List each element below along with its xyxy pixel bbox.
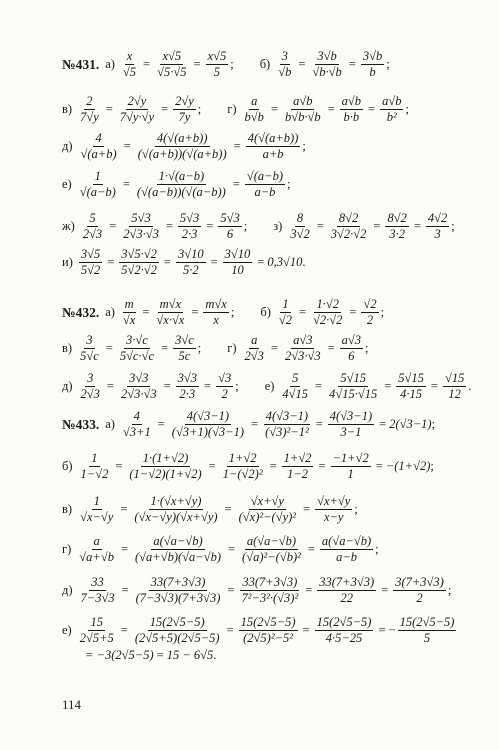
expression: $\frac{1}{1-√2}$ = $\frac{1\cdot(1+√2)}{(1-√2)(1+√2)}$ = $\frac{1+√2}{\text{1−(√2)²}}$ = $\frac{1+√2}{1-2}$ = $\frac{-1+√2}{1}$ = −(1+√2) ; [80,451,434,481]
fraction: $\frac{4√2}{3}$ [427,211,448,241]
solution-line [62,372,471,401]
equals-sign: = [105,341,113,355]
fraction: $\frac{a(√a-√b)}{(√a+√b)(√a-√b)}$ [135,534,221,564]
subproblem-label: и) [62,255,73,269]
fraction: $\frac{m√x}{x}$ [205,297,227,327]
fraction: $\frac{1}{√(a-b)}$ [79,169,116,199]
fraction: $\frac{33(7+3√3)}{\text{7²−3²·(√3)²}}$ [241,575,299,605]
expression: б) $\frac{3}{√b}$ = $\frac{3√b}{√b\cdot√b}$ = $\frac{3√b}{b}$ ; [259,49,390,79]
fraction: $\frac{3√3}{2\cdot 3}$ [177,371,198,401]
term: 2(√3−1) [389,417,432,431]
fraction: $\frac{33(7+3√3)}{22}$ [319,575,375,605]
equals-sign: = [327,102,335,116]
solution-line [62,248,305,277]
fraction: $\frac{3}{5√c}$ [80,333,99,363]
fraction: $\frac{a√b}{b√b\cdot√b}$ [284,94,321,124]
subproblem-label: а) [105,305,115,319]
fraction: $\frac{4}{√3+1}$ [122,409,151,439]
subproblem-label: г) [227,102,237,116]
fraction: $\frac{1\cdot(√x+√y)}{(√x-√y)(√x+√y)}$ [134,494,218,524]
expression: $\frac{4}{√3+1}$ = $\frac{4(√3-1)}{(√3+1)(√3-1)}$ = $\frac{4(√3-1)}{\text{(√3)²−1²}}$ = $\frac{4(√3-1)}{3-1}$ = 2(√3−1) ; [122,409,436,439]
equals-sign: = [375,459,383,473]
fraction: $\frac{5}{2√3}$ [82,211,103,241]
equals-sign: = [161,341,169,355]
equals-sign: = [349,305,357,319]
equals-sign: = [318,459,326,473]
expression: з) $\frac{8}{3√2}$ = $\frac{8√2}{3√2\cdot√2}$ = $\frac{8√2}{3\cdot 2}$ = $\frac{4√2}{3}$ ; [273,211,455,241]
term: 15 − 6√5 [166,648,214,662]
fraction: $\frac{15(2√5-5)}{(2√5+5)(2√5-5)}$ [134,615,220,645]
fraction: $\frac{m}{√x}$ [122,297,136,327]
equals-sign: = [204,379,212,393]
equals-sign: = [193,57,201,71]
expression: $\frac{x}{√5}$ = $\frac{x√5}{√5\cdot√5}$ = $\frac{x√5}{5}$ ; [122,49,234,79]
equals-sign: = [305,583,313,597]
equals-sign: = [123,139,131,153]
expression: $\frac{15}{2√5+5}$ = $\frac{15(2√5-5)}{(2√5+5)(2√5-5)}$ = $\frac{15(2√5-5)}{\text{(2√5)²−5²}}$ = $\frac{15(2√5-5)}{4\cdot 5-25}$ = − $\frac{15(2√5-5)}{5}$ [79,615,455,645]
equals-sign: = [315,417,323,431]
equals-sign: = [384,379,392,393]
equals-sign: = [122,177,130,191]
fraction: $\frac{5√3}{2√3\cdot√3}$ [123,211,159,241]
term: = −3(2√5−5) [85,648,154,662]
fraction: $\frac{5√3}{2\cdot 3}$ [179,211,200,241]
fraction: $\frac{8√2}{3\cdot 2}$ [387,211,407,241]
fraction: $\frac{√2}{2}$ [363,297,377,327]
equals-sign: = [163,255,171,269]
fraction: $\frac{-1+√2}{1}$ [332,451,369,481]
solution-line [62,95,409,124]
subproblem-label: е) [62,623,72,637]
problem-number: №433. [62,416,100,432]
fraction: $\frac{x}{√5}$ [122,49,137,79]
fraction: $\frac{15(2√5-5)}{4\cdot 5-25}$ [316,615,372,645]
equals-sign: = [208,459,216,473]
equals-sign: = [105,102,113,116]
equals-sign: = [381,583,389,597]
solution-line [62,170,290,199]
solution-line [62,334,369,363]
fraction: $\frac{3√c}{5c}$ [175,333,194,363]
expression: $\frac{3}{5√c}$ = $\frac{3\cdot√c}{5√c\cdot√c}$ = $\frac{3√c}{5c}$ ; [80,333,202,363]
solution-line [62,132,306,161]
subproblem-label: в) [62,102,73,116]
solution-line [62,495,358,524]
fraction: $\frac{3}{2√3}$ [80,371,100,401]
equals-sign: = [232,177,240,191]
fraction: $\frac{5√3}{6}$ [220,211,240,241]
fraction: $\frac{3}{√b}$ [278,49,292,79]
equals-sign: = [120,502,128,516]
equals-sign: = [257,255,265,269]
fraction: $\frac{a√b}{\text{b²}}$ [382,94,402,124]
fraction: $\frac{33}{7-3√3}$ [80,575,115,605]
fraction: $\frac{4(√3-1)}{\text{(√3)²−1²}}$ [265,409,309,439]
equals-sign: = [109,219,117,233]
expression: = −3(2√5−5) = 15 − 6√5 . [85,648,217,662]
subproblem-label: в) [62,341,73,355]
fraction: $\frac{3\cdot√c}{5√c\cdot√c}$ [119,333,155,363]
subproblem-label: б) [259,57,271,71]
equals-sign: = [430,379,438,393]
subproblem-label: г) [62,542,72,556]
subproblem-label: д) [62,379,73,393]
equals-sign: = [348,57,356,71]
fraction: $\frac{4(√(a+b))}{(√(a+b))(√(a+b))}$ [137,131,227,161]
fraction: $\frac{a(√a-√b)}{\text{(√a)²−(√b)²}}$ [242,534,301,564]
fraction: $\frac{3√5}{5√2}$ [80,247,101,277]
equals-sign: = [327,341,335,355]
fraction: $\frac{m√x}{√x\cdot√x}$ [156,297,185,327]
fraction: $\frac{3√5\cdot√2}{5√2\cdot√2}$ [121,247,157,277]
equals-sign: = [368,102,376,116]
subproblem-label: а) [105,417,115,431]
solution-line [62,616,458,645]
fraction: $\frac{33(7+3√3)}{(7-3√3)(7+3√3)}$ [135,575,221,605]
equals-sign: = [142,305,150,319]
equals-sign: = [269,459,277,473]
fraction: $\frac{a}{√a+√b}$ [79,534,114,564]
subproblem-label: в) [62,502,73,516]
fraction: $\frac{3(7+3√3)}{2}$ [395,575,444,605]
expression: $\frac{1}{√x-√y}$ = $\frac{1\cdot(√x+√y)}{(√x-√y)(√x+√y)}$ = $\frac{√x+√y}{\text{(√x)²−(√y)²}}$ = $\frac{√x+√y}{x-y}$ ; [80,494,358,524]
equals-sign: = [303,502,311,516]
equals-sign: = [270,102,278,116]
fraction: $\frac{1+√2}{\text{1−(√2)²}}$ [222,451,263,481]
fraction: $\frac{1\cdot√2}{√2\cdot√2}$ [313,297,343,327]
subproblem-label: е) [62,177,72,191]
fraction: $\frac{4(√(a+b))}{a+b}$ [247,131,299,161]
solution-line [62,535,379,564]
fraction: $\frac{√15}{12}$ [444,371,465,401]
equals-sign: = [270,341,278,355]
fraction: $\frac{1+√2}{1-2}$ [283,451,312,481]
equals-sign: = [299,305,307,319]
problem-number: №431. [62,56,100,72]
equals-sign: = [307,542,315,556]
fraction: $\frac{√x+√y}{\text{(√x)²−(√y)²}}$ [238,494,297,524]
term: −(1+√2) [385,459,431,473]
page-number: 114 [62,697,82,712]
equals-sign: = [251,417,259,431]
subproblem-label: б) [260,305,271,319]
equals-sign: = [233,139,241,153]
equals-sign: = [106,379,114,393]
problem-number: №432. [62,304,100,320]
expression: $\frac{2}{7√y}$ = $\frac{2√y}{7√y\cdot√y}$ = $\frac{2√y}{7y}$ ; [80,94,202,124]
equals-sign: = [143,57,151,71]
fraction: $\frac{3√b}{√b\cdot√b}$ [312,49,342,79]
subproblem-label: ж) [62,219,75,233]
fraction: $\frac{5√15}{4√15\cdot√15}$ [329,371,378,401]
equals-sign: = [121,583,129,597]
fraction: $\frac{8}{3√2}$ [290,211,310,241]
equals-sign: = [120,623,128,637]
subproblem-label: а) [105,57,115,71]
equals-sign: = [206,219,214,233]
expression: $\frac{3√5}{5√2}$ = $\frac{3√5\cdot√2}{5√2\cdot√2}$ = $\frac{3√10}{5\cdot 2}$ = $\frac{3√10}{10}$ = 0,3√10 . [80,247,306,277]
equals-sign: = [298,57,306,71]
equals-sign: = [165,219,173,233]
subproblem-label: б) [62,459,73,473]
fraction: $\frac{4}{√(a+b)}$ [80,131,117,161]
subproblem-label: д) [62,139,73,153]
solution-line [62,298,384,327]
term: 0,3√10 [267,255,303,269]
expression: $\frac{33}{7-3√3}$ = $\frac{33(7+3√3)}{(7-3√3)(7+3√3)}$ = $\frac{33(7+3√3)}{\text{7²−3²·(√3)²}}$ = $\frac{33(7+3√3)}{22}$ = $\frac{3(7+3√3)}{2}$ ; [80,575,452,605]
fraction: $\frac{1\cdot√(a-b)}{(√(a-b))(√(a-b))}$ [136,169,226,199]
expression: $\frac{3}{2√3}$ = $\frac{3√3}{2√3\cdot√3}$ = $\frac{3√3}{2\cdot 3}$ = $\frac{√3}{2}$ ; [80,371,239,401]
fraction: $\frac{√x+√y}{x-y}$ [317,494,351,524]
subproblem-label: з) [273,219,283,233]
fraction: $\frac{1\cdot(1+√2)}{(1-√2)(1+√2)}$ [129,451,202,481]
equals-sign: = [210,255,218,269]
expression: $\frac{1}{√(a-b)}$ = $\frac{1\cdot√(a-b)}{(√(a-b))(√(a-b))}$ = $\frac{√(a-b)}{a-b}$ ; [79,169,291,199]
equals-sign: = [302,623,310,637]
fraction: $\frac{a√3}{6}$ [341,333,362,363]
fraction: $\frac{3√3}{2√3\cdot√3}$ [120,371,157,401]
equals-sign: = [115,459,123,473]
equals-sign: = [316,219,324,233]
equals-sign: = [315,379,323,393]
fraction: $\frac{8√2}{3√2\cdot√2}$ [330,211,367,241]
fraction: $\frac{15(2√5-5)}{5}$ [399,615,455,645]
expression: $\frac{5}{2√3}$ = $\frac{5√3}{2√3\cdot√3}$ = $\frac{5√3}{2\cdot 3}$ = $\frac{5√3}{6}$ ; [82,211,248,241]
fraction: $\frac{x√5}{5}$ [207,49,227,79]
equals-sign: = [373,219,381,233]
subproblem-label: е) [264,379,275,393]
fraction: $\frac{3√b}{b}$ [362,49,383,79]
fraction: $\frac{2√y}{7√y\cdot√y}$ [119,94,155,124]
expression: $\frac{m}{√x}$ = $\frac{m√x}{√x\cdot√x}$ = $\frac{m√x}{x}$ ; [122,297,235,327]
fraction: $\frac{4(√3-1)}{(√3+1)(√3-1)}$ [171,409,245,439]
fraction: $\frac{2}{7√y}$ [80,94,99,124]
solution-line [62,50,390,79]
subproblem-label: д) [62,583,73,597]
equals-sign: = [107,255,115,269]
solution-line [85,648,216,663]
equals-sign: = [156,648,164,662]
equals-sign: = [379,417,387,431]
expression: $\frac{a}{√a+√b}$ = $\frac{a(√a-√b)}{(√a+√b)(√a-√b)}$ = $\frac{a(√a-√b)}{\text{(√a)²−(√b)²}}$ = $\frac{a(√a-√b)}{a-b}$ ; [79,534,379,564]
equals-sign: = [226,623,234,637]
equals-sign: = [413,219,421,233]
expression: е) $\frac{5}{4√15}$ = $\frac{5√15}{4√15\cdot√15}$ = $\frac{5√15}{4\cdot 15}$ = $\frac{√15}{12}$ . [264,371,472,401]
fraction: $\frac{√3}{2}$ [218,371,232,401]
fraction: $\frac{a(√a-√b)}{a-b}$ [321,534,372,564]
fraction: $\frac{3√10}{5\cdot 2}$ [177,247,204,277]
equals-sign: = [227,542,236,556]
fraction: $\frac{a}{2√3}$ [244,333,264,363]
fraction: $\frac{15}{2√5+5}$ [79,615,114,645]
equals-sign: = [161,102,169,116]
equals-sign: = [120,542,129,556]
fraction: $\frac{5}{4√15}$ [282,371,309,401]
fraction: $\frac{4(√3-1)}{3-1}$ [329,409,373,439]
solution-line [62,212,455,241]
fraction: $\frac{a√3}{2√3\cdot√3}$ [284,333,321,363]
equals-sign: = [157,417,165,431]
subproblem-label: г) [227,341,237,355]
equals-sign: = [163,379,171,393]
fraction: $\frac{a}{b√b}$ [244,94,264,124]
fraction: $\frac{a√b}{b\cdot b}$ [341,94,362,124]
solution-line [62,410,435,439]
expression: г) $\frac{a}{b√b}$ = $\frac{a√b}{b√b\cdot√b}$ = $\frac{a√b}{b\cdot b}$ = $\frac{a√b}{\text{b²}}$ ; [227,94,409,124]
equals-sign: = [191,305,199,319]
fraction: $\frac{3√10}{10}$ [224,247,251,277]
fraction: $\frac{1}{√2}$ [278,297,292,327]
fraction: $\frac{1}{√x-√y}$ [80,494,114,524]
fraction: $\frac{5√15}{4\cdot 15}$ [398,371,424,401]
equals-sign: = [378,623,386,637]
fraction: $\frac{√(a-b)}{a-b}$ [246,169,283,199]
fraction: $\frac{1}{1-√2}$ [80,451,109,481]
equals-sign: = [227,583,235,597]
fraction: $\frac{x√5}{√5\cdot√5}$ [157,49,187,79]
solution-line [62,452,434,481]
equals-sign: = [224,502,232,516]
fraction: $\frac{2√y}{7y}$ [175,94,194,124]
expression: г) $\frac{a}{2√3}$ = $\frac{a√3}{2√3\cdot√3}$ = $\frac{a√3}{6}$ ; [227,333,369,363]
expression: $\frac{4}{√(a+b)}$ = $\frac{4(√(a+b))}{(√(a+b))(√(a+b))}$ = $\frac{4(√(a+b))}{a+b}$ ; [80,131,306,161]
expression: б) $\frac{1}{√2}$ = $\frac{1\cdot√2}{√2\cdot√2}$ = $\frac{√2}{2}$ ; [260,297,385,327]
solution-line [62,576,451,605]
fraction: $\frac{15(2√5-5)}{\text{(2√5)²−5²}}$ [240,615,296,645]
